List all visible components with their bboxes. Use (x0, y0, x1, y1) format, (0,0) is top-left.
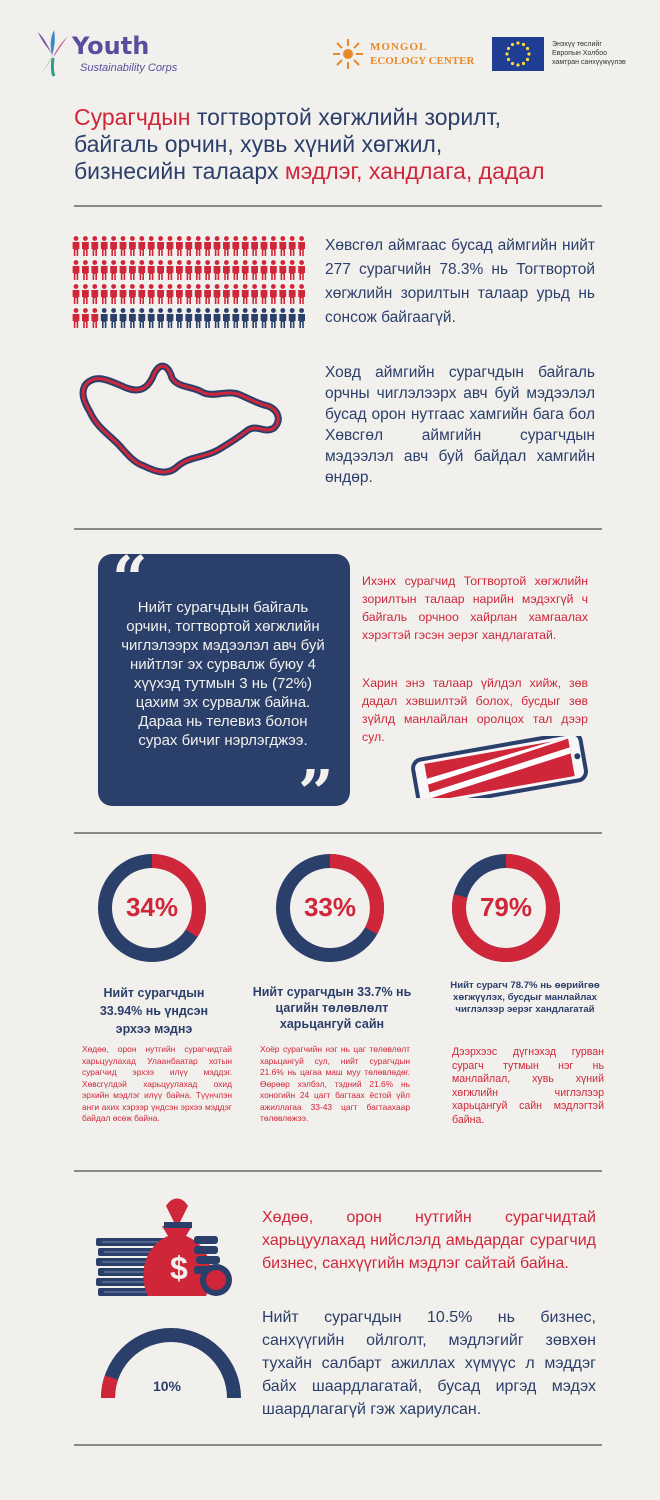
person-icon (110, 308, 117, 328)
person-icon (157, 284, 164, 304)
person-icon (73, 260, 80, 280)
person-icon (73, 284, 80, 304)
person-icon (101, 308, 108, 328)
person-icon (204, 260, 211, 280)
action-text: Харин энэ талаар үйлдэл хийж, зөв дадал хэвшилтэй болох, бусдыг зөв зүйлд манлайлан оролцох тал дээр сул. (362, 676, 588, 744)
mec-line1: MONGOL (370, 41, 428, 53)
page-title: Сурагчдын тогтвортой хөгжлийн зорилт, байгаль орчин, хувь хүний хөгжил, бизнесийн талаарх мэдлэг, хандлага, дадал (74, 104, 545, 184)
mec-line2: ECOLOGY CENTER (370, 55, 475, 67)
logo-title: Youth (72, 32, 150, 60)
donut-2 (274, 852, 386, 964)
person-icon (157, 308, 164, 328)
donut-3-body: Дээрхээс дүгнэхэд гурван сурагч тутмын нэг нь манлайлал, хувь хүний хөгжлийн чиглэлээр харьцангуй сайн мэдлэгтэй байна. (452, 1046, 604, 1126)
person-icon (82, 284, 89, 304)
person-icon (270, 260, 277, 280)
phone-icon (406, 736, 592, 798)
person-icon (214, 260, 221, 280)
money-illustration (94, 1196, 244, 1306)
gauge (96, 1320, 246, 1410)
quote-text: Нийт сурагчдын байгаль орчин, тогтвортой хөгжлийн чиглэлээрх мэдээлэл авч буй нийтлэг эх сурвалж буюу 4 хүүхэд тутмын 3 нь (72%) цахим эх сурвалж байна. Дараа нь телевиз болон сурах бичиг нэрлэгджээ. (121, 599, 325, 749)
person-icon (242, 260, 249, 280)
quote-close-icon: ” (298, 756, 334, 829)
donut-3 (450, 852, 562, 964)
person-icon (261, 284, 268, 304)
business-knowledge-text: Хөдөө, орон нутгийн сурагчидтай харьцуулахад нийслэлд амьдардаг сурагчид бизнес, санхүүгийн мэдлэг сайтай байна. (262, 1209, 596, 1272)
donut-1-label: 34% (125, 892, 179, 922)
person-icon (148, 236, 155, 256)
person-icon (157, 260, 164, 280)
person-icon (176, 284, 183, 304)
person-icon (279, 308, 286, 328)
person-icon (214, 236, 221, 256)
person-icon (195, 308, 202, 328)
person-icon (204, 236, 211, 256)
eu-stars-icon (492, 37, 544, 71)
person-icon (279, 284, 286, 304)
logo-subtitle: Sustainability Corps (80, 62, 178, 74)
phone-illustration (406, 736, 592, 798)
donut-2-label: 33% (303, 892, 357, 922)
eu-star (522, 43, 525, 46)
eu-star (526, 58, 529, 61)
donut-1 (96, 852, 208, 964)
divider-3 (74, 832, 602, 834)
person-icon (270, 284, 277, 304)
person-icon (148, 260, 155, 280)
eu-star (526, 47, 529, 50)
person-icon (129, 308, 136, 328)
person-icon (232, 308, 239, 328)
sun-icon (332, 38, 364, 70)
attitude-text: Ихэнх сурагчид Тогтвортой хөгжлийн зорилтын талаар нарийн мэдэхгүй ч байгаль орчноо хайрлан хамгаалах хэрэгтэй гэсэн эерэг хандлагатай. (362, 574, 588, 642)
person-icon (185, 236, 192, 256)
person-icon (91, 284, 98, 304)
person-icon (214, 284, 221, 304)
person-icon (251, 284, 258, 304)
person-icon (289, 284, 296, 304)
youth-logo (34, 26, 184, 82)
person-icon (129, 260, 136, 280)
person-icon (251, 236, 258, 256)
eu-text: Энэхүү төслийг Европын Холбоо хамтран санхүүжүүлэв (552, 41, 626, 66)
eu-star (511, 62, 514, 65)
mongolia-map (78, 354, 288, 484)
people-icons (72, 234, 308, 330)
eu-star (527, 52, 530, 55)
donut-3-label: 79% (479, 892, 533, 922)
divider-1 (74, 205, 602, 207)
person-icon (242, 284, 249, 304)
eu-star (516, 41, 519, 44)
person-icon (110, 284, 117, 304)
person-icon (148, 308, 155, 328)
person-icon (223, 284, 230, 304)
person-icon (289, 260, 296, 280)
person-icon (195, 260, 202, 280)
person-icon (261, 308, 268, 328)
person-icon (101, 260, 108, 280)
mongol-ecology-center-logo (332, 38, 492, 78)
eu-flag (492, 37, 544, 71)
person-icon (138, 284, 145, 304)
person-icon (176, 260, 183, 280)
eu-star (507, 47, 510, 50)
person-icon (232, 260, 239, 280)
person-icon (91, 236, 98, 256)
person-icon (251, 260, 258, 280)
person-icon (242, 308, 249, 328)
person-icon (242, 236, 249, 256)
person-icon (167, 284, 174, 304)
person-icon (195, 284, 202, 304)
donut-2-title: Нийт сурагчдын 33.7% нь цагийн төлөвлөлт харьцангуй сайн (252, 985, 412, 1031)
person-icon (185, 284, 192, 304)
person-icon (73, 308, 80, 328)
finance-attitude-text: Нийт сурагчдын 10.5% нь бизнес, санхүүгийн ойлголт, мэдлэгийг зөвхөн тухайн салбарт ажиллах хүмүүс л мэддэг байх шаардлагатай, бусад иргэд мэдэх шаардлагагүй гэж хариулсан. (262, 1309, 596, 1418)
money-sign-icon: $ (170, 1250, 188, 1286)
person-icon (138, 260, 145, 280)
person-icon (289, 236, 296, 256)
person-icon (204, 284, 211, 304)
divider-5 (74, 1444, 602, 1446)
divider-2 (74, 528, 602, 530)
person-icon (167, 260, 174, 280)
person-icon (176, 308, 183, 328)
person-icon (138, 236, 145, 256)
person-icon (167, 236, 174, 256)
person-icon (91, 260, 98, 280)
person-icon (204, 308, 211, 328)
person-icon (279, 260, 286, 280)
money-bag-icon (94, 1196, 244, 1306)
person-icon (82, 308, 89, 328)
divider-4 (74, 1170, 602, 1172)
person-icon (232, 284, 239, 304)
donut-1-body: Хөдөө, орон нутгийн сурагчидтай харьцуулахад Улаанбаатар хотын сурагчид эрхээ илүү мэддэг. Хөвсгүлдэй харьцуулахад охид эрхийн мэдлэг илүү байна. Түүнчлэн анги ахих хэрээр үндсэн эрхээ мэддэг байдал өсөж байна. (82, 1044, 232, 1123)
person-icon (279, 236, 286, 256)
person-icon (120, 308, 127, 328)
person-icon (120, 236, 127, 256)
donut-2-body: Хоёр сурагчийн нэг нь цаг төлөвлөлт харьцангуй сул, нийт сурагчдын 21.6% нь цагаа маш муу төлөвлөдөг. Өөрөөр хэлбэл, тэдний 21.6% нь хоногийн 24 цагт багтаах ёстой үйл ажиллагаа 33-43 цагт багтаахаар төлөвлөжээ. (260, 1044, 410, 1123)
person-icon (120, 260, 127, 280)
person-icon (270, 308, 277, 328)
person-icon (176, 236, 183, 256)
person-icon (298, 260, 305, 280)
map-text: Ховд аймгийн сурагчдын байгаль орчны чиглэлээрх авч буй мэдээлэл бусад орон нутгаас хамгийн бага бол Хөвсгөл аймгийн сурагчдын мэдээлэл авч буй байдал хамгийн өндөр. (325, 364, 595, 486)
donut-1-title: Нийт сурагчдын 33.94% нь үндсэн эрхээ мэднэ (99, 986, 209, 1036)
person-icon (214, 308, 221, 328)
person-icon (167, 308, 174, 328)
person-icon (148, 284, 155, 304)
person-icon (73, 236, 80, 256)
person-icon (91, 308, 98, 328)
person-icon (289, 308, 296, 328)
person-icon (223, 260, 230, 280)
eu-star (522, 62, 525, 65)
person-icon (82, 260, 89, 280)
person-icon (298, 284, 305, 304)
person-icon (298, 236, 305, 256)
person-icon (195, 236, 202, 256)
person-icon (185, 308, 192, 328)
mongolia-map-icon (78, 354, 288, 484)
person-icon (101, 236, 108, 256)
people-pictograph (72, 234, 308, 330)
gauge-chart (96, 1320, 246, 1410)
person-icon (251, 308, 258, 328)
person-icon (298, 308, 305, 328)
person-icon (232, 236, 239, 256)
eu-star (516, 63, 519, 66)
youth-leaf-icon (34, 28, 74, 78)
eu-star (505, 52, 508, 55)
person-icon (223, 308, 230, 328)
person-icon (82, 236, 89, 256)
person-icon (129, 236, 136, 256)
donut-3-title: Нийт сурагч 78.7% нь өөрийгөө хөгжүүлэх, бусдыг манлайлах чиглэлээр эерэг хандлагатай (450, 980, 600, 1015)
eu-star (511, 43, 514, 46)
person-icon (110, 260, 117, 280)
person-icon (120, 284, 127, 304)
quote-open-icon: “ (112, 542, 148, 615)
person-icon (138, 308, 145, 328)
eu-star (507, 58, 510, 61)
person-icon (185, 260, 192, 280)
person-icon (101, 284, 108, 304)
person-icon (223, 236, 230, 256)
people-stat-text: Хөвсгөл аймгаас бусад аймгийн нийт 277 сурагчийн 78.3% нь Тогтвортой хөгжлийн зорилтын талаар урьд нь сонсож байгаагүй. (325, 237, 595, 326)
person-icon (129, 284, 136, 304)
person-icon (157, 236, 164, 256)
gauge-label: 10% (152, 1378, 182, 1394)
person-icon (261, 260, 268, 280)
person-icon (110, 236, 117, 256)
person-icon (270, 236, 277, 256)
person-icon (261, 236, 268, 256)
